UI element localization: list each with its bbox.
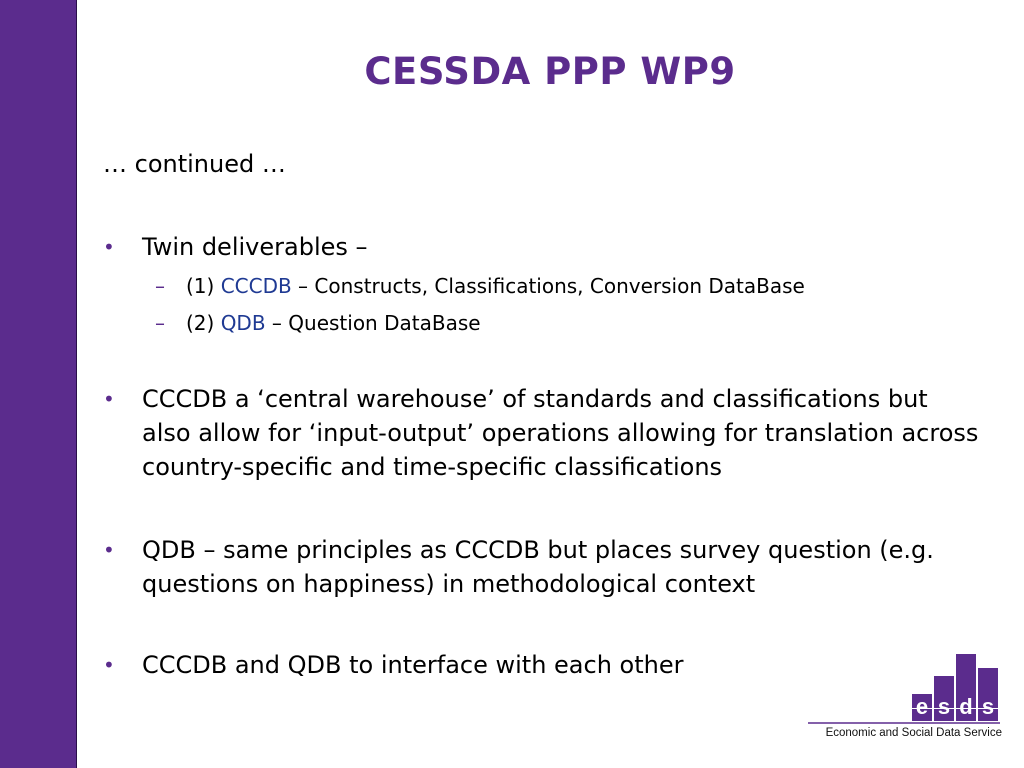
sub-rest: – Constructs, Classifications, Conversion DataBase — [291, 274, 805, 298]
sub-term: QDB — [220, 311, 266, 335]
logo-letter: d — [959, 694, 973, 719]
sub-marker: – — [155, 274, 165, 298]
bullet-text: CCCDB and QDB to interface with each other — [142, 651, 684, 679]
logo-letter: s — [937, 694, 951, 719]
sub-prefix: (2) — [186, 311, 221, 335]
sub-prefix: (1) — [186, 274, 221, 298]
bullet-marker: • — [103, 235, 115, 259]
continued-label: … continued … — [103, 150, 286, 178]
bullet-text: CCCDB a ‘central warehouse’ of standards and classifications but also allow for ‘input-output’ operations allowing for translation across country-specific and time-specific classifications — [142, 385, 979, 481]
logo-letter: s — [981, 694, 995, 719]
slide-title: CESSDA PPP WP9 — [364, 50, 736, 93]
bullet-marker: • — [103, 538, 115, 562]
logo-letter: e — [915, 694, 929, 719]
bullet-marker: • — [103, 653, 115, 677]
logo-caption: Economic and Social Data Service — [825, 727, 1002, 739]
bullet-marker: • — [103, 387, 115, 411]
sub-marker: – — [155, 311, 165, 335]
bullet-text: Twin deliverables – — [142, 233, 368, 261]
sub-rest: – Question DataBase — [265, 311, 481, 335]
sidebar-band — [0, 0, 77, 768]
bullet-text: QDB – same principles as CCCDB but places survey question (e.g. questions on happiness) in methodological context — [142, 536, 934, 598]
sub-term: CCCDB — [220, 274, 292, 298]
